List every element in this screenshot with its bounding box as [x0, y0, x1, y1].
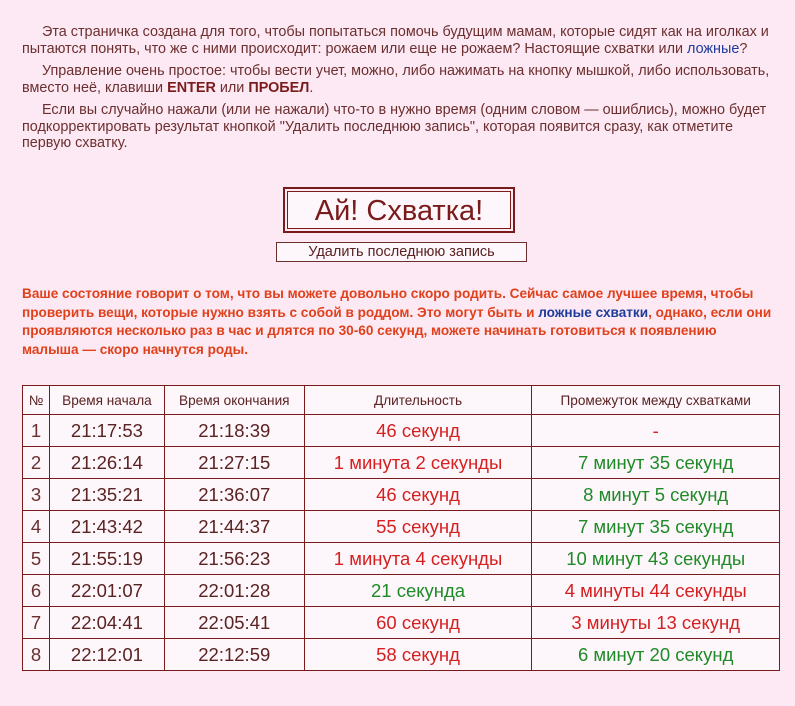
duration-cell: 46 секунд	[304, 415, 532, 447]
duration-cell: 55 секунд	[304, 511, 532, 543]
table-row	[23, 607, 780, 639]
interval-cell: 6 минут 20 секунд	[532, 639, 780, 671]
start-time-cell: 21:17:53	[49, 415, 164, 447]
end-time-cell: 21:56:23	[164, 543, 304, 575]
contraction-button[interactable]: Ай! Схватка!	[283, 187, 515, 233]
row-number-cell: 1	[23, 415, 50, 447]
col-end-header: Время окончания	[164, 386, 304, 415]
start-time-cell: 22:04:41	[49, 607, 164, 639]
interval-cell: 4 минуты 44 секунды	[532, 575, 780, 607]
interval-cell: -	[532, 415, 780, 447]
row-number-cell: 2	[23, 447, 50, 479]
table-row	[23, 511, 780, 543]
intro-text	[22, 24, 774, 158]
row-number-cell: 7	[23, 607, 50, 639]
table-row	[23, 479, 780, 511]
contractions-table	[22, 385, 780, 671]
false-contractions-link[interactable]: ложные	[687, 40, 740, 57]
duration-cell: 46 секунд	[304, 479, 532, 511]
end-time-cell: 21:36:07	[164, 479, 304, 511]
delete-last-record-button[interactable]: Удалить последнюю запись	[276, 242, 527, 262]
start-time-cell: 21:35:21	[49, 479, 164, 511]
duration-cell: 58 секунд	[304, 639, 532, 671]
table-row	[23, 575, 780, 607]
enter-key-label: ENTER	[167, 79, 216, 96]
col-start-header: Время начала	[49, 386, 164, 415]
row-number-cell: 5	[23, 543, 50, 575]
start-time-cell: 22:12:01	[49, 639, 164, 671]
end-time-cell: 22:12:59	[164, 639, 304, 671]
table-row	[23, 543, 780, 575]
interval-cell: 7 минут 35 секунд	[532, 447, 780, 479]
row-number-cell: 8	[23, 639, 50, 671]
end-time-cell: 21:18:39	[164, 415, 304, 447]
start-time-cell: 22:01:07	[49, 575, 164, 607]
table-row	[23, 415, 780, 447]
interval-cell: 3 минуты 13 секунд	[532, 607, 780, 639]
start-time-cell: 21:26:14	[49, 447, 164, 479]
end-time-cell: 21:44:37	[164, 511, 304, 543]
col-duration-header: Длительность	[304, 386, 532, 415]
duration-cell: 1 минута 4 секунды	[304, 543, 532, 575]
duration-cell: 21 секунда	[304, 575, 532, 607]
table-row	[23, 447, 780, 479]
space-key-label: ПРОБЕЛ	[248, 79, 310, 96]
false-contractions-status-link[interactable]: ложные схватки	[538, 304, 649, 320]
intro-paragraph-1: Эта страничка создана для того, чтобы попытаться помочь будущим мамам, которые сидят как на иголках и пытаются понять, что же с ними происходит: рожаем или еще не рожаем? Настоящие схватки или ложные?	[22, 24, 769, 57]
row-number-cell: 6	[23, 575, 50, 607]
row-number-cell: 3	[23, 479, 50, 511]
start-time-cell: 21:43:42	[49, 511, 164, 543]
col-number-header: №	[23, 386, 50, 415]
status-message: Ваше состояние говорит о том, что вы можете довольно скоро родить. Сейчас самое лучшее время, чтобы проверить вещи, которые нужно взять с собой в роддом. Это могут быть и ложные схватки, однако, если они проявляются несколько раз в час и длятся по 30-60 секунд, можете начинать готовиться к появлению малыша — скоро начнутся роды.	[22, 286, 772, 357]
table-header-row	[23, 386, 780, 415]
intro-paragraph-3: Если вы случайно нажали (или не нажали) что-то в нужно время (одним словом — ошиблись), можно будет подкорректировать результат кнопкой "Удалить последнюю запись", которая появится сразу, как отметите первую схватку.	[22, 102, 767, 151]
end-time-cell: 21:27:15	[164, 447, 304, 479]
end-time-cell: 22:05:41	[164, 607, 304, 639]
end-time-cell: 22:01:28	[164, 575, 304, 607]
row-number-cell: 4	[23, 511, 50, 543]
table-row	[23, 639, 780, 671]
duration-cell: 1 минута 2 секунды	[304, 447, 532, 479]
start-time-cell: 21:55:19	[49, 543, 164, 575]
col-interval-header: Промежуток между схватками	[532, 386, 780, 415]
interval-cell: 7 минут 35 секунд	[532, 511, 780, 543]
interval-cell: 10 минут 43 секунды	[532, 543, 780, 575]
intro-paragraph-2: Управление очень простое: чтобы вести учет, можно, либо нажимать на кнопку мышкой, либо использовать, вместо неё, клавиши ENTER или ПРОБЕЛ.	[22, 63, 770, 96]
duration-cell: 60 секунд	[304, 607, 532, 639]
interval-cell: 8 минут 5 секунд	[532, 479, 780, 511]
